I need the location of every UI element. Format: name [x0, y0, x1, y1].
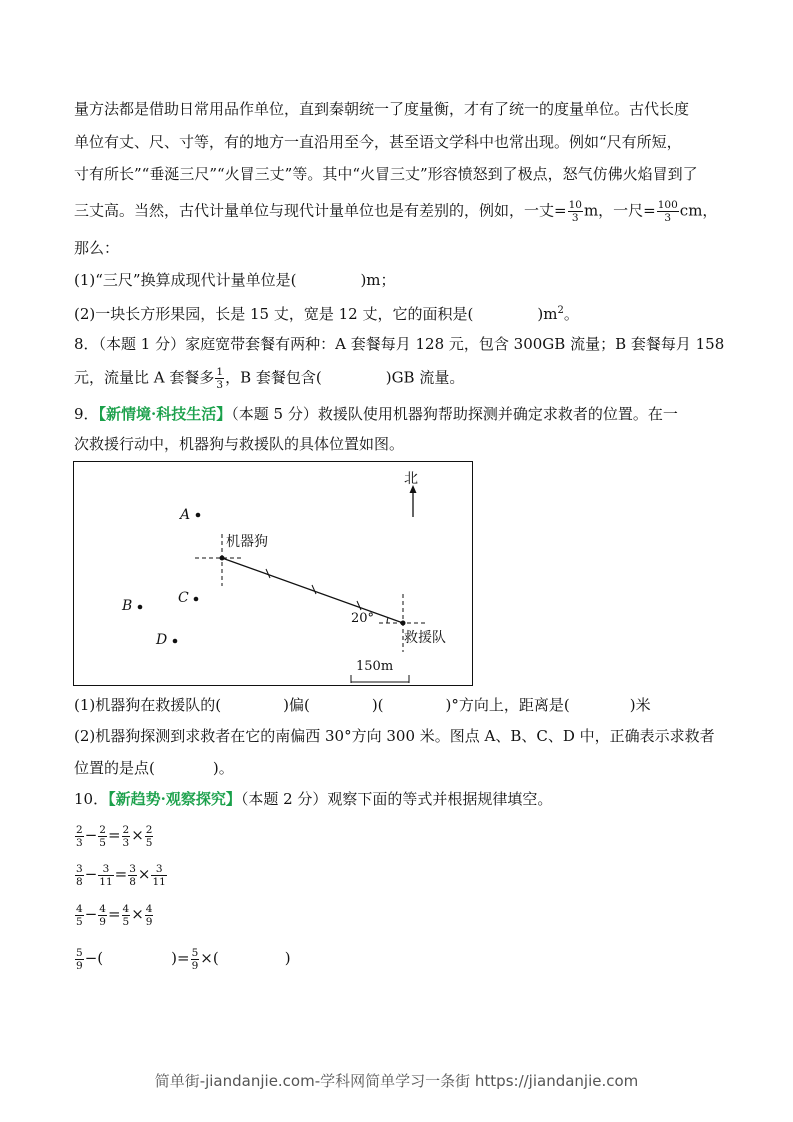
point-d-marker	[173, 639, 178, 644]
q10-line-1	[74, 789, 552, 809]
equation-3	[74, 900, 154, 928]
q7-sub1	[74, 270, 396, 290]
passage-line-5: 那么：	[74, 239, 120, 257]
minus-sign: −	[84, 865, 98, 883]
equals-sign: =	[114, 865, 128, 883]
angle-label: 20°	[351, 611, 375, 626]
scale-label: 150m	[356, 659, 394, 674]
fraction-one-third: $\frac{1}{3}$	[216, 366, 224, 391]
fraction: $\frac{3}{11}$	[99, 862, 113, 888]
robot-dog-label: 机器狗	[226, 534, 268, 550]
point-b-marker	[138, 605, 143, 610]
q8-line-2	[74, 366, 464, 391]
q7-sub2-end: 。	[563, 305, 579, 323]
equation-4	[74, 944, 291, 972]
q8-text: ，B 套餐包含(	[225, 368, 322, 387]
fraction-ten-thirds: $\frac{10}{3}$	[568, 199, 582, 224]
q9-sub1-text: )米	[629, 696, 651, 714]
q9-sub2-text: 位置的是点(	[74, 759, 155, 777]
passage-line-3: 寸有所长”“垂涎三尺”“火冒三丈”等。其中“火冒三丈”形容愤怒到了极点，怒气仿佛火焰冒到了	[74, 165, 698, 183]
minus-sign: −	[84, 905, 98, 923]
fraction: $\frac{2}{3}$	[76, 823, 83, 849]
q9-text: （本题 5 分）救援队使用机器狗帮助探测并确定求救者的位置。在一	[231, 405, 678, 423]
passage-line-2: 单位有丈、尺、寸等，有的地方一直沿用至今，甚至语文学科中也常出现。例如“尺有所短，	[74, 133, 682, 151]
q8-line-1: 8．（本题 1 分）家庭宽带套餐有两种：A 套餐每月 128 元，包含 300GB 流量；B 套餐每月 158	[74, 335, 725, 353]
fraction: $\frac{2}{5}$	[145, 823, 153, 849]
q9-sub1-text: )(	[371, 696, 384, 714]
close-paren: )	[171, 949, 177, 967]
point-d-label: D	[156, 632, 168, 648]
point-a-label: A	[180, 507, 191, 523]
distance-line	[222, 558, 403, 623]
fraction: $\frac{5}{9}$	[191, 946, 199, 972]
north-label: 北	[404, 471, 418, 487]
passage-text: 三丈高。当然，古代计量单位与现代计量单位也是有差别的，例如，一丈=	[74, 201, 567, 220]
tick-mark	[357, 601, 361, 610]
figure-drawing	[74, 462, 474, 687]
open-paren: (	[212, 949, 219, 967]
q9-sub1-text: (1)机器狗在救援队的(	[74, 696, 222, 714]
equals-sign: =	[176, 949, 190, 967]
q7-sub1-unit: )m；	[360, 271, 396, 289]
q9-number: 9．	[74, 405, 99, 423]
fraction: $\frac{4}{9}$	[99, 902, 106, 928]
angle-arc	[387, 618, 388, 624]
page-footer: 简单街-jiandanjie.com-学科网简单学习一条街 https://jiandanjie.com	[154, 1072, 639, 1090]
point-c-marker	[194, 597, 199, 602]
equals-sign: =	[107, 905, 121, 923]
q9-sub1	[74, 695, 651, 715]
rescue-team-label: 救援队	[404, 630, 446, 646]
q7-sub2-unit: )m	[537, 305, 558, 323]
q9-sub2-line-1: (2)机器狗探测到求救者在它的南偏西 30°方向 300 米。图点 A、B、C、D 中，正确表示求救者	[74, 727, 715, 745]
position-figure	[73, 461, 473, 686]
times-sign: ×	[131, 826, 144, 844]
q9-sub2-end: )。	[212, 759, 234, 777]
open-paren: (	[97, 949, 104, 967]
fraction: $\frac{4}{5}$	[122, 902, 130, 928]
q7-sub2-text: (2)一块长方形果园，长是 15 丈，宽是 12 丈，它的面积是(	[74, 305, 474, 323]
passage-text: cm，	[679, 201, 718, 220]
q9-sub1-text: )偏(	[283, 696, 310, 714]
times-sign: ×	[200, 949, 213, 967]
rescue-team-point	[401, 621, 406, 626]
fraction-hundred-thirds: $\frac{100}{3}$	[657, 199, 678, 224]
fraction: $\frac{3}{11}$	[152, 862, 166, 888]
equals-sign: =	[107, 826, 121, 844]
q9-line-2: 次救援行动中，机器狗与救援队的具体位置如图。	[74, 435, 405, 453]
fraction: $\frac{3}{8}$	[76, 862, 83, 888]
passage-line-4	[74, 199, 717, 224]
fraction: $\frac{4}{9}$	[145, 902, 153, 928]
q8-text-end: )GB 流量。	[385, 368, 465, 387]
times-sign: ×	[137, 865, 151, 883]
fraction: $\frac{4}{5}$	[76, 902, 83, 928]
tick-mark	[312, 585, 316, 594]
close-paren: )	[284, 949, 291, 967]
passage-line-1: 量方法都是借助日常用品作单位，直到秦朝统一了度量衡，才有了统一的度量单位。古代长度	[74, 100, 690, 118]
robot-dog-point	[220, 556, 225, 561]
equation-2	[74, 860, 168, 888]
fraction: $\frac{2}{5}$	[99, 823, 106, 849]
q9-tag: 【新情境·科技生活】	[98, 405, 232, 423]
point-c-label: C	[178, 590, 189, 606]
q10-text: （本题 2 分）观察下面的等式并根据规律填空。	[240, 790, 553, 808]
point-a-marker	[196, 513, 201, 518]
fraction: $\frac{3}{8}$	[129, 862, 136, 888]
fraction: $\frac{2}{3}$	[122, 823, 130, 849]
minus-sign: −	[84, 826, 98, 844]
equation-1	[74, 821, 154, 849]
times-sign: ×	[131, 905, 144, 923]
q9-sub2-line-2	[74, 758, 234, 778]
q7-sub1-text: (1)“三尺”换算成现代计量单位是(	[74, 271, 297, 289]
fraction: $\frac{5}{9}$	[76, 946, 83, 972]
q8-text: 元，流量比 A 套餐多	[74, 368, 215, 387]
minus-sign: −	[84, 949, 98, 967]
q7-sub2-superscript: 2	[557, 305, 564, 316]
q10-tag: 【新趋势·观察探究】	[108, 790, 241, 808]
q9-sub1-text: )°方向上，距离是(	[445, 696, 570, 714]
point-b-label: B	[122, 598, 133, 614]
q9-line-1	[74, 404, 678, 424]
q7-sub2	[74, 301, 579, 324]
passage-text: m，一尺=	[583, 201, 656, 220]
q10-number: 10．	[74, 790, 109, 808]
